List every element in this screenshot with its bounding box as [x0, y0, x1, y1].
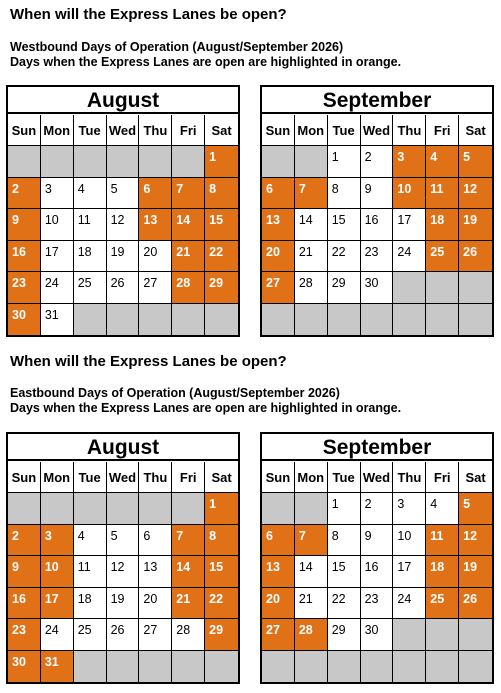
closed-day-cell: 17: [393, 209, 426, 240]
closed-day-cell: 18: [74, 588, 107, 619]
empty-day-cell: [393, 619, 426, 650]
open-day-cell: 6: [139, 178, 172, 209]
open-day-cell: 11: [426, 525, 459, 556]
empty-day-cell: [459, 272, 492, 303]
open-day-cell: 8: [205, 178, 238, 209]
closed-day-cell: 13: [139, 556, 172, 587]
closed-day-cell: 28: [172, 619, 205, 650]
empty-day-cell: [107, 493, 140, 524]
closed-day-cell: 10: [393, 525, 426, 556]
closed-day-cell: 21: [295, 588, 328, 619]
open-day-cell: 3: [393, 146, 426, 177]
closed-day-cell: 30: [361, 272, 394, 303]
weekday-header: Mon: [41, 115, 74, 146]
open-day-cell: 2: [8, 525, 41, 556]
empty-day-cell: [262, 493, 295, 524]
open-day-cell: 6: [262, 525, 295, 556]
weekday-header: Sat: [459, 462, 492, 493]
empty-day-cell: [172, 651, 205, 682]
empty-day-cell: [74, 651, 107, 682]
empty-day-cell: [107, 146, 140, 177]
weekday-header: Thu: [393, 462, 426, 493]
empty-day-cell: [139, 146, 172, 177]
empty-day-cell: [172, 146, 205, 177]
open-day-cell: 5: [459, 146, 492, 177]
empty-day-cell: [205, 651, 238, 682]
closed-day-cell: 10: [41, 209, 74, 240]
closed-day-cell: 15: [328, 556, 361, 587]
closed-day-cell: 23: [361, 588, 394, 619]
open-day-cell: 23: [8, 272, 41, 303]
westbound-note: Days when the Express Lanes are open are highlighted in orange.: [10, 55, 402, 69]
weekday-header: Wed: [361, 462, 394, 493]
weekday-header: Fri: [426, 115, 459, 146]
eastbound-august-calendar: [6, 432, 240, 684]
open-day-cell: 29: [205, 619, 238, 650]
empty-day-cell: [139, 651, 172, 682]
open-day-cell: 11: [426, 178, 459, 209]
open-day-cell: 19: [459, 209, 492, 240]
calendar-month-title: September: [262, 434, 492, 461]
closed-day-cell: 3: [41, 178, 74, 209]
closed-day-cell: 24: [393, 588, 426, 619]
closed-day-cell: 31: [41, 304, 74, 335]
empty-day-cell: [328, 304, 361, 335]
empty-day-cell: [262, 651, 295, 682]
open-day-cell: 10: [41, 556, 74, 587]
empty-day-cell: [262, 304, 295, 335]
closed-day-cell: 25: [74, 272, 107, 303]
open-day-cell: 6: [262, 178, 295, 209]
weekday-header: Fri: [172, 115, 205, 146]
open-day-cell: 3: [41, 525, 74, 556]
open-day-cell: 1: [205, 146, 238, 177]
westbound-september-calendar: [260, 85, 494, 337]
open-day-cell: 30: [8, 651, 41, 682]
closed-day-cell: 24: [41, 619, 74, 650]
weekday-header: Sun: [262, 462, 295, 493]
weekday-header: Tue: [328, 462, 361, 493]
empty-day-cell: [426, 619, 459, 650]
open-day-cell: 7: [172, 178, 205, 209]
open-day-cell: 18: [426, 209, 459, 240]
closed-day-cell: 27: [139, 272, 172, 303]
open-day-cell: 19: [459, 556, 492, 587]
closed-day-cell: 14: [295, 556, 328, 587]
closed-day-cell: 5: [107, 178, 140, 209]
open-day-cell: 27: [262, 619, 295, 650]
eastbound-note: Days when the Express Lanes are open are highlighted in orange.: [10, 401, 402, 415]
closed-day-cell: 11: [74, 209, 107, 240]
open-day-cell: 20: [262, 241, 295, 272]
closed-day-cell: 5: [107, 525, 140, 556]
open-day-cell: 22: [205, 241, 238, 272]
open-day-cell: 20: [262, 588, 295, 619]
weekday-header: Mon: [295, 115, 328, 146]
eastbound-question: When will the Express Lanes be open?: [10, 353, 287, 370]
closed-day-cell: 18: [74, 241, 107, 272]
closed-day-cell: 3: [393, 493, 426, 524]
closed-day-cell: 27: [139, 619, 172, 650]
empty-day-cell: [74, 304, 107, 335]
empty-day-cell: [393, 272, 426, 303]
empty-day-cell: [328, 651, 361, 682]
open-day-cell: 12: [459, 525, 492, 556]
closed-day-cell: 26: [107, 272, 140, 303]
weekday-header: Sun: [8, 115, 41, 146]
weekday-header: Sat: [205, 462, 238, 493]
weekday-header: Thu: [393, 115, 426, 146]
closed-day-cell: 8: [328, 525, 361, 556]
weekday-header: Mon: [41, 462, 74, 493]
closed-day-cell: 22: [328, 588, 361, 619]
empty-day-cell: [41, 146, 74, 177]
open-day-cell: 13: [139, 209, 172, 240]
closed-day-cell: 24: [393, 241, 426, 272]
empty-day-cell: [459, 651, 492, 682]
closed-day-cell: 20: [139, 588, 172, 619]
closed-day-cell: 17: [393, 556, 426, 587]
weekday-header: Mon: [295, 462, 328, 493]
westbound-heading: Westbound Days of Operation (August/September 2026): [10, 40, 344, 54]
empty-day-cell: [172, 304, 205, 335]
calendar-month-title: September: [262, 87, 492, 114]
open-day-cell: 9: [8, 209, 41, 240]
open-day-cell: 8: [205, 525, 238, 556]
weekday-header: Thu: [139, 462, 172, 493]
open-day-cell: 18: [426, 556, 459, 587]
empty-day-cell: [459, 304, 492, 335]
calendar-month-title: August: [8, 87, 238, 114]
open-day-cell: 15: [205, 556, 238, 587]
closed-day-cell: 15: [328, 209, 361, 240]
closed-day-cell: 4: [74, 525, 107, 556]
weekday-header: Wed: [361, 115, 394, 146]
empty-day-cell: [426, 272, 459, 303]
closed-day-cell: 1: [328, 493, 361, 524]
calendar-grid: [262, 462, 492, 682]
weekday-header: Wed: [107, 115, 140, 146]
closed-day-cell: 4: [426, 493, 459, 524]
open-day-cell: 2: [8, 178, 41, 209]
open-day-cell: 17: [41, 588, 74, 619]
closed-day-cell: 2: [361, 493, 394, 524]
open-day-cell: 1: [205, 493, 238, 524]
eastbound-september-calendar: [260, 432, 494, 684]
empty-day-cell: [426, 304, 459, 335]
closed-day-cell: 8: [328, 178, 361, 209]
eastbound-heading: Eastbound Days of Operation (August/September 2026): [10, 386, 340, 400]
open-day-cell: 5: [459, 493, 492, 524]
closed-day-cell: 17: [41, 241, 74, 272]
empty-day-cell: [459, 619, 492, 650]
open-day-cell: 15: [205, 209, 238, 240]
closed-day-cell: 12: [107, 209, 140, 240]
closed-day-cell: 29: [328, 272, 361, 303]
empty-day-cell: [107, 304, 140, 335]
open-day-cell: 4: [426, 146, 459, 177]
closed-day-cell: 30: [361, 619, 394, 650]
empty-day-cell: [361, 304, 394, 335]
closed-day-cell: 1: [328, 146, 361, 177]
closed-day-cell: 22: [328, 241, 361, 272]
empty-day-cell: [393, 651, 426, 682]
open-day-cell: 21: [172, 241, 205, 272]
empty-day-cell: [426, 651, 459, 682]
open-day-cell: 25: [426, 241, 459, 272]
open-day-cell: 31: [41, 651, 74, 682]
weekday-header: Wed: [107, 462, 140, 493]
empty-day-cell: [295, 146, 328, 177]
closed-day-cell: 25: [74, 619, 107, 650]
empty-day-cell: [8, 493, 41, 524]
open-day-cell: 23: [8, 619, 41, 650]
closed-day-cell: 19: [107, 588, 140, 619]
empty-day-cell: [74, 146, 107, 177]
closed-day-cell: 9: [361, 525, 394, 556]
empty-day-cell: [172, 493, 205, 524]
closed-day-cell: 29: [328, 619, 361, 650]
closed-day-cell: 2: [361, 146, 394, 177]
open-day-cell: 14: [172, 209, 205, 240]
weekday-header: Tue: [74, 115, 107, 146]
closed-day-cell: 19: [107, 241, 140, 272]
open-day-cell: 16: [8, 588, 41, 619]
closed-day-cell: 20: [139, 241, 172, 272]
empty-day-cell: [107, 651, 140, 682]
open-day-cell: 28: [172, 272, 205, 303]
open-day-cell: 7: [295, 525, 328, 556]
weekday-header: Sat: [459, 115, 492, 146]
empty-day-cell: [205, 304, 238, 335]
calendar-grid: [8, 115, 238, 335]
open-day-cell: 25: [426, 588, 459, 619]
empty-day-cell: [295, 304, 328, 335]
open-day-cell: 7: [172, 525, 205, 556]
closed-day-cell: 24: [41, 272, 74, 303]
empty-day-cell: [393, 304, 426, 335]
weekday-header: Tue: [328, 115, 361, 146]
open-day-cell: 22: [205, 588, 238, 619]
westbound-august-calendar: [6, 85, 240, 337]
closed-day-cell: 16: [361, 209, 394, 240]
open-day-cell: 13: [262, 209, 295, 240]
closed-day-cell: 23: [361, 241, 394, 272]
closed-day-cell: 14: [295, 209, 328, 240]
closed-day-cell: 4: [74, 178, 107, 209]
closed-day-cell: 11: [74, 556, 107, 587]
closed-day-cell: 12: [107, 556, 140, 587]
open-day-cell: 7: [295, 178, 328, 209]
closed-day-cell: 16: [361, 556, 394, 587]
closed-day-cell: 28: [295, 272, 328, 303]
calendar-grid: [8, 462, 238, 682]
weekday-header: Sat: [205, 115, 238, 146]
closed-day-cell: 6: [139, 525, 172, 556]
weekday-header: Fri: [172, 462, 205, 493]
open-day-cell: 30: [8, 304, 41, 335]
open-day-cell: 28: [295, 619, 328, 650]
empty-day-cell: [139, 493, 172, 524]
open-day-cell: 29: [205, 272, 238, 303]
open-day-cell: 26: [459, 588, 492, 619]
weekday-header: Thu: [139, 115, 172, 146]
open-day-cell: 26: [459, 241, 492, 272]
weekday-header: Sun: [8, 462, 41, 493]
weekday-header: Fri: [426, 462, 459, 493]
empty-day-cell: [8, 146, 41, 177]
open-day-cell: 21: [172, 588, 205, 619]
open-day-cell: 13: [262, 556, 295, 587]
empty-day-cell: [139, 304, 172, 335]
calendar-grid: [262, 115, 492, 335]
empty-day-cell: [295, 493, 328, 524]
calendar-month-title: August: [8, 434, 238, 461]
weekday-header: Sun: [262, 115, 295, 146]
open-day-cell: 14: [172, 556, 205, 587]
westbound-question: When will the Express Lanes be open?: [10, 6, 287, 23]
closed-day-cell: 21: [295, 241, 328, 272]
empty-day-cell: [74, 493, 107, 524]
empty-day-cell: [41, 493, 74, 524]
empty-day-cell: [295, 651, 328, 682]
open-day-cell: 10: [393, 178, 426, 209]
closed-day-cell: 26: [107, 619, 140, 650]
closed-day-cell: 9: [361, 178, 394, 209]
open-day-cell: 12: [459, 178, 492, 209]
empty-day-cell: [262, 146, 295, 177]
open-day-cell: 16: [8, 241, 41, 272]
open-day-cell: 9: [8, 556, 41, 587]
empty-day-cell: [361, 651, 394, 682]
weekday-header: Tue: [74, 462, 107, 493]
open-day-cell: 27: [262, 272, 295, 303]
